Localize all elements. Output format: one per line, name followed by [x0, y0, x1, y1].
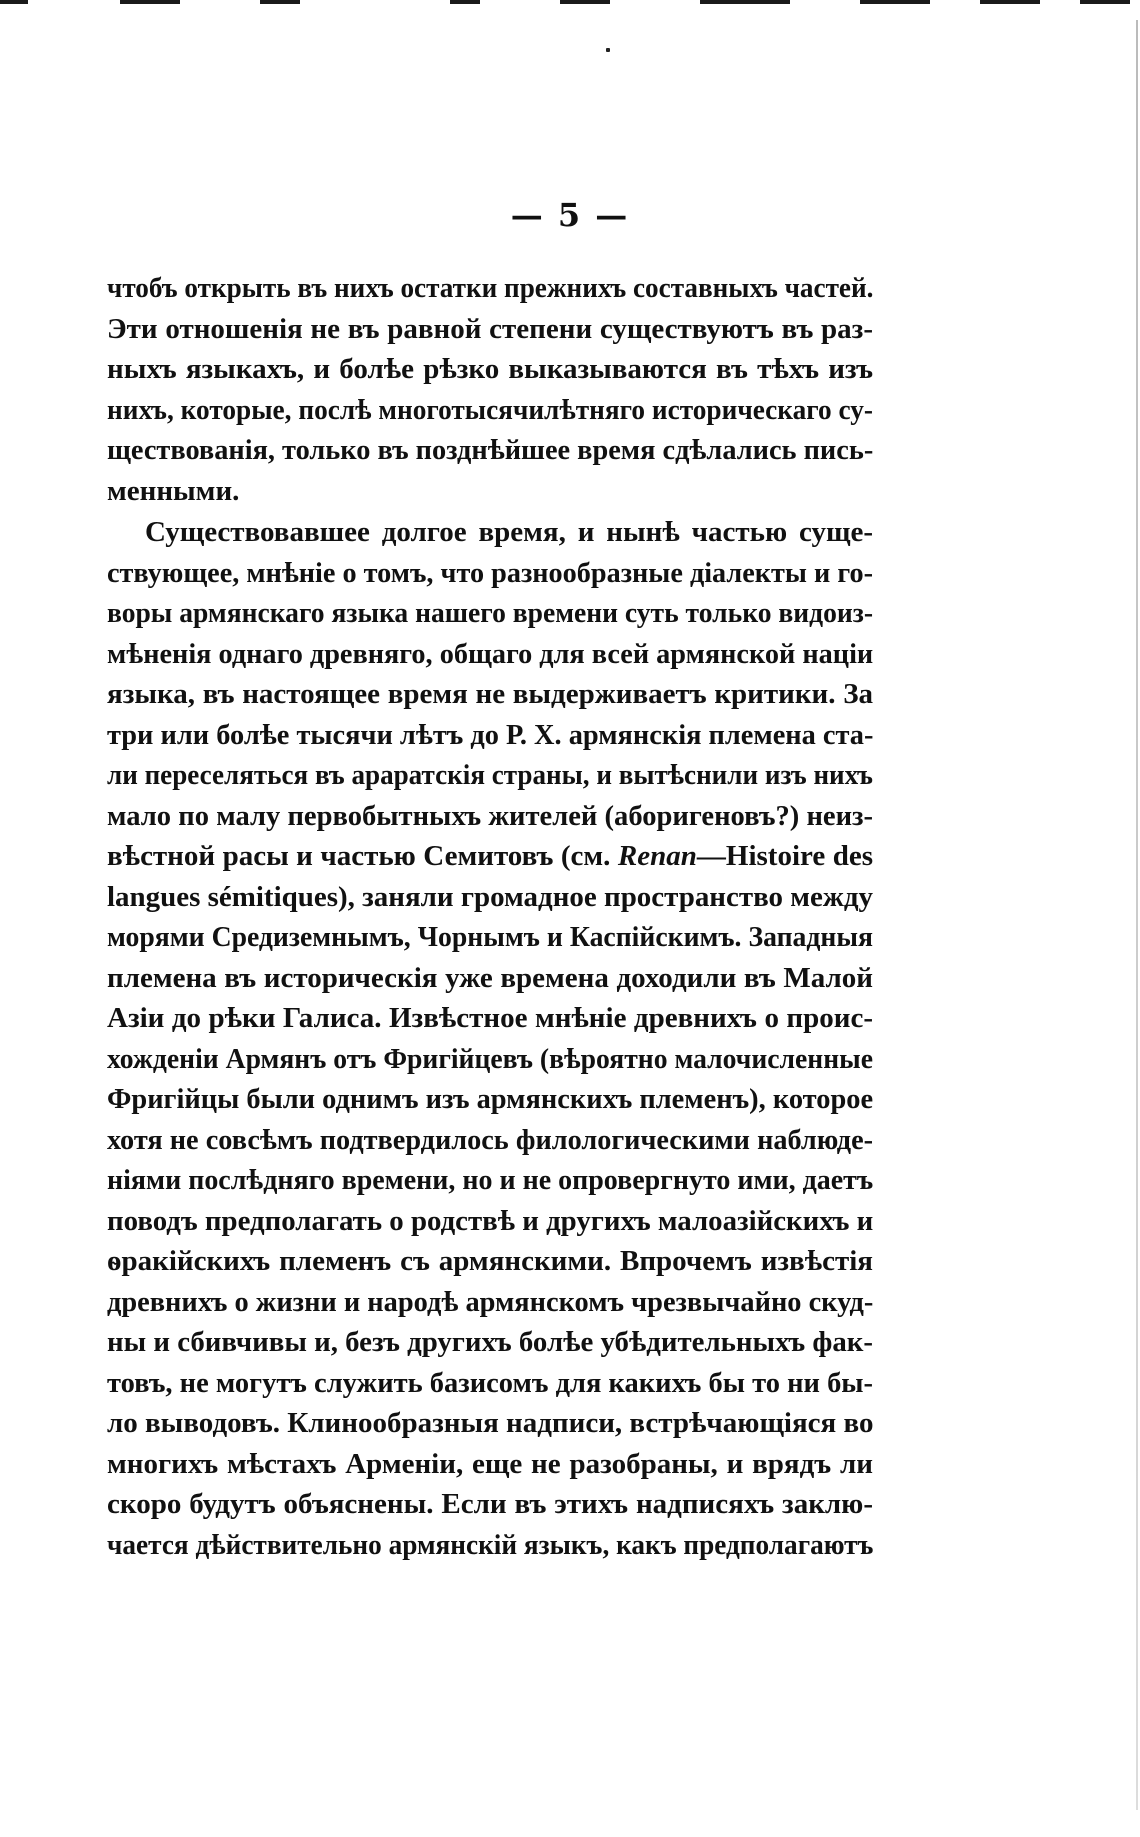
text-line: Существовавшее долгое время, и нынѣ частью суще-: [145, 516, 873, 548]
text-line: langues sémitiques), заняли громадное пространство между: [107, 880, 874, 913]
text-line: воры армянскаго языка нашего времени суть только видоиз-: [107, 597, 874, 629]
text-line: чается дѣйствительно армянскій языкъ, какъ предполагаютъ: [107, 1528, 874, 1561]
page-number: — 5 —: [510, 196, 630, 234]
citation-author: Renan: [617, 840, 697, 872]
text-line: ствующее, мнѣніе о томъ, что разнообразные діалекты и го-: [107, 556, 873, 589]
text-line: языка, въ настоящее время не выдерживаетъ критики. За: [107, 678, 873, 710]
text-line: Эти отношенія не въ равной степени существуютъ въ раз-: [107, 312, 873, 345]
text-line: хотя не совсѣмъ подтвердилось филологическими наблюде-: [107, 1123, 874, 1156]
text-line: ществованія, только въ позднѣйшее время сдѣлались пись-: [107, 434, 874, 466]
text-line: товъ, не могутъ служить базисомъ для какихъ бы то ни бы-: [107, 1366, 874, 1399]
text-line: морями Средиземнымъ, Чорнымъ и Каспійскимъ. Западныя: [107, 921, 873, 953]
body-text: [107, 268, 873, 1565]
text-line: поводъ предполагать о родствѣ и другихъ малоазійскихъ и: [107, 1204, 874, 1237]
ink-speck: [606, 48, 610, 52]
text-line: ло выводовъ. Клинообразныя надписи, встрѣчающіяся во: [107, 1407, 874, 1439]
text-line: мало по малу первобытныхъ жителей (аборигеновъ?) неиз-: [107, 799, 874, 832]
text-line: ли переселяться въ араратскія страны, и вытѣснили изъ нихъ: [107, 759, 873, 791]
text-line: древнихъ о жизни и народѣ армянскомъ чрезвычайно скуд-: [107, 1285, 874, 1318]
text-line: чтобъ открыть въ нихъ остатки прежнихъ составныхъ частей.: [107, 272, 874, 304]
scan-top-edge: [0, 0, 1140, 7]
text-line: менными.: [107, 474, 240, 507]
text-line: племена въ историческія уже времена доходили въ Малой: [107, 961, 873, 994]
citation-suffix: —Histoire des: [696, 840, 873, 872]
text-line: Азіи до рѣки Галиса. Извѣстное мнѣніе древнихъ о проис-: [107, 1002, 873, 1034]
text-line: многихъ мѣстахъ Арменіи, еще не разобраны, и врядъ ли: [107, 1447, 873, 1480]
text-line: три или болѣе тысячи лѣтъ до Р. Х. армянскія племена ста-: [107, 718, 874, 751]
text-line: ныхъ языкахъ, и болѣе рѣзко выказываются въ тѣхъ изъ: [107, 353, 873, 385]
text-line: мѣненія однаго древняго, общаго для всей армянской націи: [107, 637, 874, 670]
text-line: ны и сбивчивы и, безъ другихъ болѣе убѣдительныхъ фак-: [107, 1326, 874, 1358]
text-line: Фригійцы были однимъ изъ армянскихъ племенъ), которое: [107, 1083, 874, 1115]
text-line: ніями послѣдняго времени, но и не опровергнуто ими, даетъ: [107, 1164, 874, 1196]
text-line: ѳракійскихъ племенъ съ армянскими. Впрочемъ извѣстія: [107, 1245, 873, 1277]
scan-right-edge: [1136, 20, 1138, 1810]
text-line-with-citation: [107, 836, 873, 877]
text-line: хожденіи Армянъ отъ Фригійцевъ (вѣроятно малочисленные: [107, 1042, 873, 1075]
citation-prefix: вѣстной расы и частью Семитовъ (см.: [107, 840, 618, 872]
text-line: скоро будутъ объяснены. Если въ этихъ надписяхъ заклю-: [107, 1488, 873, 1520]
text-line: нихъ, которые, послѣ многотысячилѣтняго историческаго су-: [107, 393, 873, 426]
